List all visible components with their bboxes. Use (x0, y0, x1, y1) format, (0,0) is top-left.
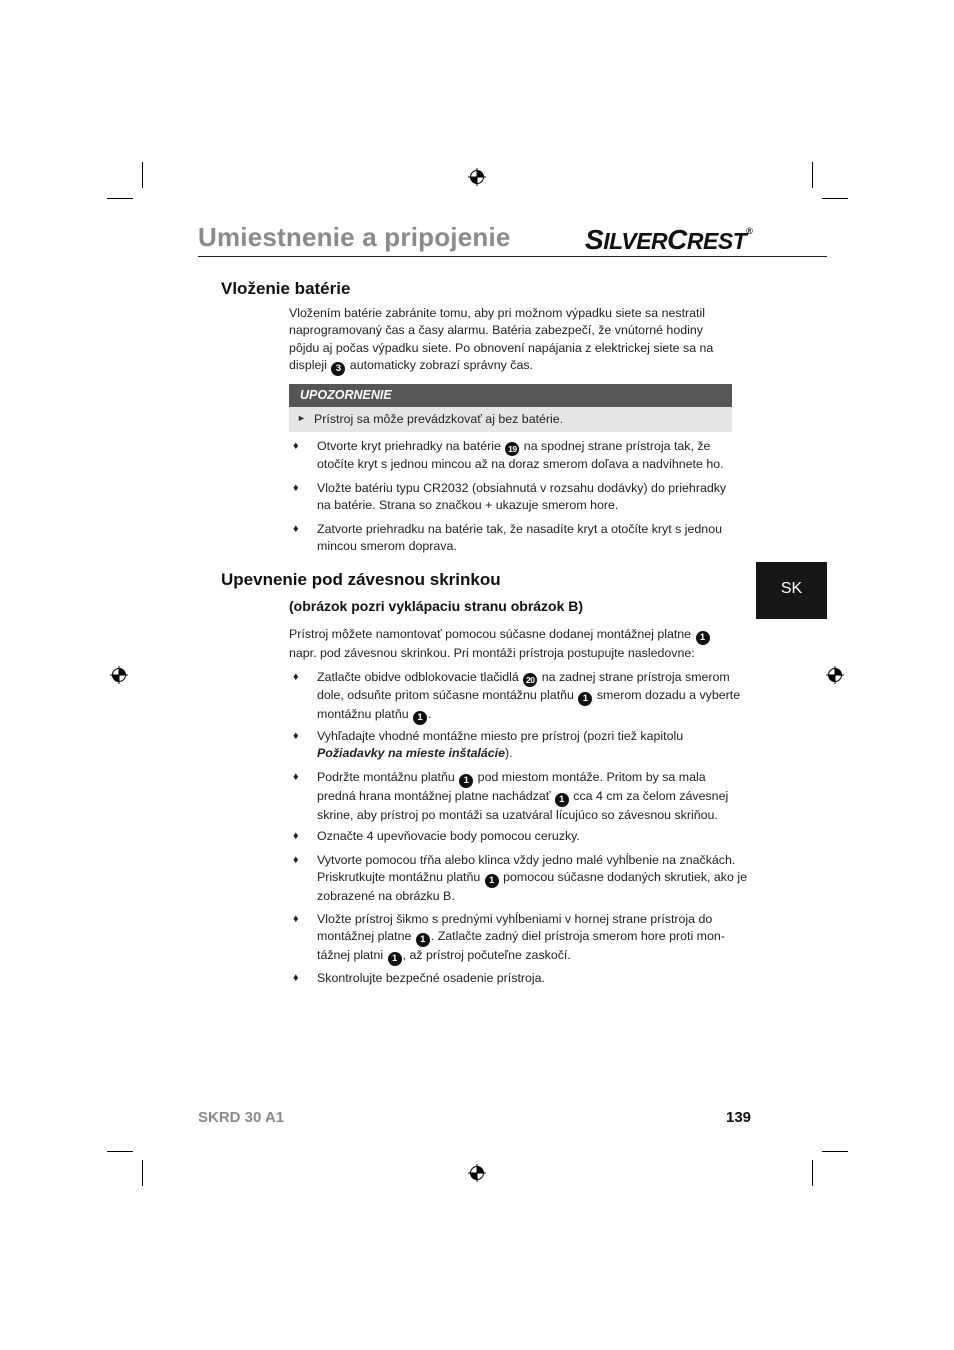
registration-mark-icon (468, 1164, 486, 1182)
list-item: ♦ Otvorte kryt priehradky na batérie 19 na spodnej strane prístroja tak, že otočíte kryt s jednou mincou až na doraz smerom doľava a nadvihnete ho. (293, 439, 724, 471)
list-item: ♦ Podržte montážnu platňu 1 pod miestom montáže. Pritom by sa mala predná hrana montážnej platne nachádzať 1 cca 4 cm za čelom závesnej skrine, aby prístroj po montáži sa uzatváral lícujúco so závesnou skriňou. (293, 770, 729, 822)
crop-mark (822, 198, 848, 199)
crop-mark (812, 1160, 813, 1186)
diamond-bullet-icon: ♦ (293, 830, 299, 842)
diamond-bullet-icon: ♦ (293, 482, 299, 494)
warning-header (289, 384, 732, 407)
warning-body (289, 407, 732, 432)
page-number: 139 (726, 1109, 752, 1126)
list-item: ♦ Vytvorte pomocou tŕňa alebo klinca vždy jedno malé vyhĺbenie na značkách. Priskrutkujte montážnu platňu 1 pomocou súčasne dodaných skrutiek, ako je zobrazené na obrázku B. (293, 853, 747, 904)
list-item: ♦ Vyhľadajte vhodné montážne miesto pre prístroj (pozri tiež kapitolu Požiadavky na mieste inštalácie). (293, 729, 684, 761)
crop-mark (142, 162, 143, 188)
reference-number-badge: 1 (578, 692, 592, 706)
registration-mark-icon (468, 168, 486, 186)
text-line: napr. pod závesnou skrinkou. Pri montáži prístroja postupujte nasledovne: (289, 646, 695, 660)
list-item: ♦ Označte 4 upevňovacie body pomocou ceruzky. (289, 828, 734, 845)
list-item: ♦ Vložte batériu typu CR2032 (obsiahnutá v rozsahu dodávky) do priehradky na batérie. Strana so značkou + ukazuje smerom hore. (293, 481, 727, 513)
battery-intro-paragraph (289, 305, 734, 376)
reference-number-badge: 3 (331, 362, 345, 376)
reference-number-badge: 1 (555, 793, 569, 807)
diamond-bullet-icon: ♦ (293, 913, 299, 925)
silvercrest-logo: SILVERCREST® (585, 224, 753, 255)
registration-mark-icon (110, 666, 128, 684)
language-tab (756, 562, 827, 619)
reference-number-badge: 1 (416, 933, 430, 947)
reference-number-badge: 19 (505, 442, 519, 456)
section-heading-battery: Vloženie batérie (221, 279, 351, 298)
diamond-bullet-icon: ♦ (293, 523, 299, 535)
list-item: ♦ Zatvorte priehradku na batérie tak, že nasadíte kryt a otočíte kryt s jednou mincou smerom doprava. (293, 522, 722, 554)
reference-number-badge: 1 (413, 711, 427, 725)
list-item: ♦ Zatlačte obidve odblokovacie tlačidlá 20 na zadnej strane prístroja smerom dole, odsuňte pritom súčasne montážnu platňu 1 smerom dozadu a vyberte montážnu platňu 1 . (293, 670, 741, 723)
diamond-bullet-icon: ♦ (293, 972, 299, 984)
reference-number-badge: 1 (459, 774, 473, 788)
crop-mark (107, 198, 133, 199)
list-item: ♦ Skontrolujte bezpečné osadenie prístroja. (289, 970, 734, 987)
text-line: Vložením batérie zabránite tomu, aby pri možnom výpadku siete sa nestratil (289, 306, 705, 320)
diamond-bullet-icon: ♦ (293, 771, 299, 783)
text-line: displeji 3 automaticky zobrazí správny čas. (289, 358, 533, 375)
crop-mark (142, 1160, 143, 1186)
diamond-bullet-icon: ♦ (293, 671, 299, 683)
text-line: naprogramovaný čas a časy alarmu. Batéria zabezpečí, že vnútorné hodiny (289, 323, 703, 338)
reference-number-badge: 1 (485, 874, 499, 888)
diamond-bullet-icon: ♦ (293, 440, 299, 452)
footer-model: SKRD 30 A1 (198, 1109, 285, 1126)
header-rule (198, 256, 827, 257)
crop-mark (822, 1151, 848, 1152)
text-line: Prístroj môžete namontovať pomocou súčasne dodanej montážnej platne 1 (289, 626, 734, 645)
language-tab-label: SK (780, 580, 803, 597)
arrow-right-icon: ► (297, 413, 306, 423)
reference-number-badge: 20 (523, 673, 537, 687)
registration-mark-icon (826, 666, 844, 684)
warning-title: UPOZORNENIE (300, 388, 392, 402)
diamond-bullet-icon: ♦ (293, 730, 299, 742)
section-heading-mounting: Upevnenie pod závesnou skrinkou (221, 570, 501, 589)
text-line: pôjdu aj počas výpadku siete. Po obnovení napájania z elektrickej siete sa na (289, 340, 714, 355)
diamond-bullet-icon: ♦ (293, 854, 299, 866)
warning-text: Prístroj sa môže prevádzkovať aj bez batérie. (314, 412, 564, 426)
reference-number-badge: 1 (696, 631, 710, 645)
list-item: ♦ Vložte prístroj šikmo s prednými vyhĺbeniami v hornej strane prístroja do montážnej platne 1 . Zatlačte zadný diel prístroja smerom hore proti mon- tážnej platni 1 , až prístroj počuteľne zaskočí. (293, 912, 725, 965)
page-title: Umiestnenie a pripojenie (198, 222, 511, 252)
mounting-intro-paragraph (289, 626, 734, 662)
crop-mark (812, 162, 813, 188)
crop-mark (107, 1151, 133, 1152)
section-subheading: (obrázok pozri vyklápaciu stranu obrázok B) (289, 598, 584, 614)
reference-number-badge: 1 (388, 952, 402, 966)
